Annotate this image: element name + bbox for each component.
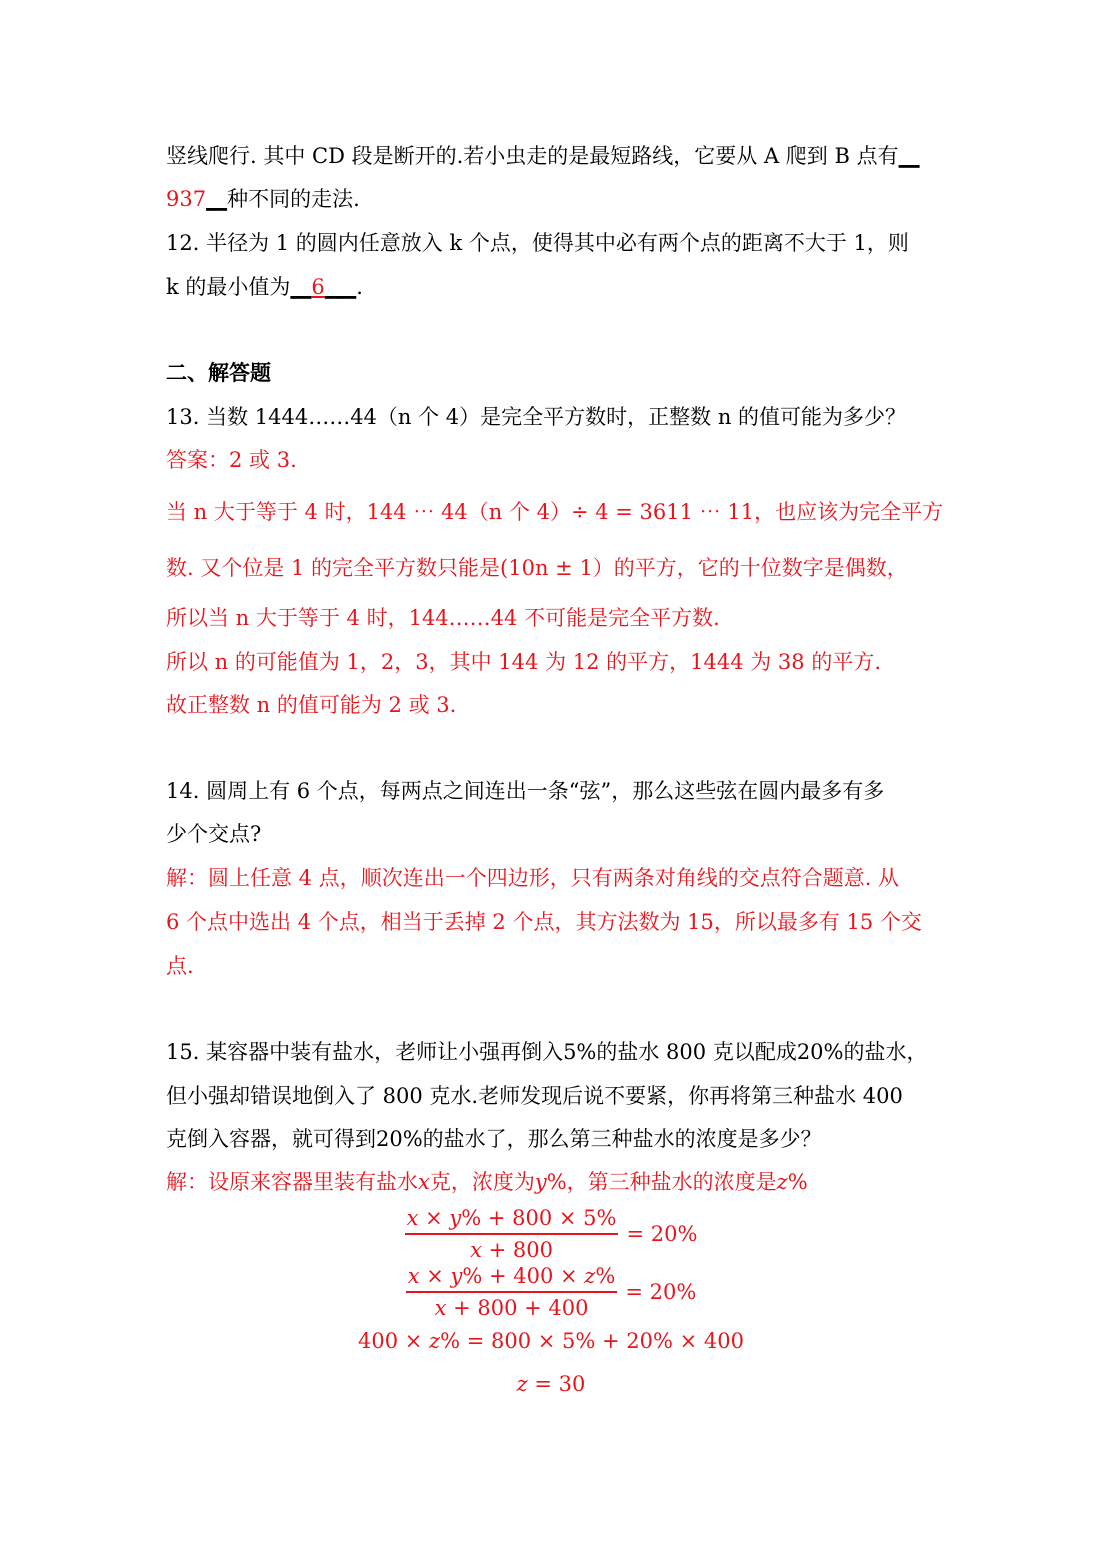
- q12-line-1: 12. 半径为 1 的圆内任意放入 k 个点，使得其中必有两个点的距离不大于 1，则: [166, 231, 909, 255]
- q15-question-3: 克倒入容器，就可得到20%的盐水了，那么第三种盐水的浓度是多少？: [166, 1127, 822, 1151]
- q13-solution-3: 所以当 n 大于等于 4 时，144……44 不可能是完全平方数.: [166, 606, 720, 630]
- equation-1-numerator: 𝑥 × 𝑦% + 800 × 5%: [405, 1205, 619, 1235]
- q14-solution-1: 解：圆上任意 4 点，顺次连出一个四边形，只有两条对角线的交点符合题意. 从: [166, 866, 900, 890]
- q13-solution-5: 故正整数 n 的值可能为 2 或 3.: [166, 693, 457, 717]
- q12-line-2: k 的最小值为__6___.: [166, 275, 363, 299]
- equation-1-denominator: 𝑥 + 800: [470, 1238, 553, 1262]
- q13-solution-2: 数. 又个位是 1 的完全平方数只能是(10n ± 1）的平方，它的十位数字是偶数，: [166, 556, 908, 580]
- q13-solution-4: 所以 n 的可能值为 1，2，3，其中 144 为 12 的平方，1444 为 38 的平方.: [166, 650, 882, 674]
- q11-line-1: 竖线爬行. 其中 CD 段是断开的.若小虫走的是最短路线，它要从 A 爬到 B 点有__: [166, 144, 920, 168]
- q14-solution-3: 点.: [166, 954, 194, 978]
- q15-question-1: 15. 某容器中装有盐水，老师让小强再倒入5%的盐水 800 克以配成20%的盐水，: [166, 1040, 928, 1064]
- equation-1: [0, 1205, 1102, 1263]
- q14-solution-2: 6 个点中选出 4 个点，相当于丢掉 2 个点，其方法数为 15，所以最多有 15 个交: [166, 910, 922, 934]
- q12-answer: 6: [311, 275, 325, 299]
- section-title: 二、解答题: [166, 361, 271, 385]
- equation-4: 𝑧 = 30: [516, 1372, 586, 1396]
- equation-2-denominator: 𝑥 + 800 + 400: [434, 1296, 589, 1320]
- q13-solution-1: 当 n 大于等于 4 时，144 ⋯ 44（n 个 4）÷ 4 = 3611 ⋯ 11，也应该为完全平方: [166, 500, 944, 524]
- q11-line-2: 937__种不同的走法.: [166, 187, 360, 211]
- equation-2-numerator: 𝑥 × 𝑦% + 400 × 𝑧%: [406, 1263, 618, 1293]
- q14-question-2: 少个交点?: [166, 822, 262, 846]
- equation-1-rhs: = 20%: [626, 1222, 698, 1246]
- equation-2: [0, 1263, 1102, 1321]
- equation-3: 400 × 𝑧% = 800 × 5% + 20% × 400: [358, 1329, 744, 1353]
- q13-answer: 答案：2 或 3.: [166, 448, 297, 472]
- q15-solution-intro: 解：设原来容器里装有盐水𝑥克，浓度为𝑦%，第三种盐水的浓度是𝑧%: [166, 1170, 808, 1194]
- q11-answer: 937: [166, 187, 207, 211]
- q13-question: 13. 当数 1444……44（n 个 4）是完全平方数时，正整数 n 的值可能为多少？: [166, 405, 907, 429]
- q15-question-2: 但小强却错误地倒入了 800 克水.老师发现后说不要紧，你再将第三种盐水 400: [166, 1084, 903, 1108]
- equation-2-rhs: = 20%: [625, 1280, 697, 1304]
- q14-question-1: 14. 圆周上有 6 个点，每两点之间连出一条“弦”，那么这些弦在圆内最多有多: [166, 779, 885, 803]
